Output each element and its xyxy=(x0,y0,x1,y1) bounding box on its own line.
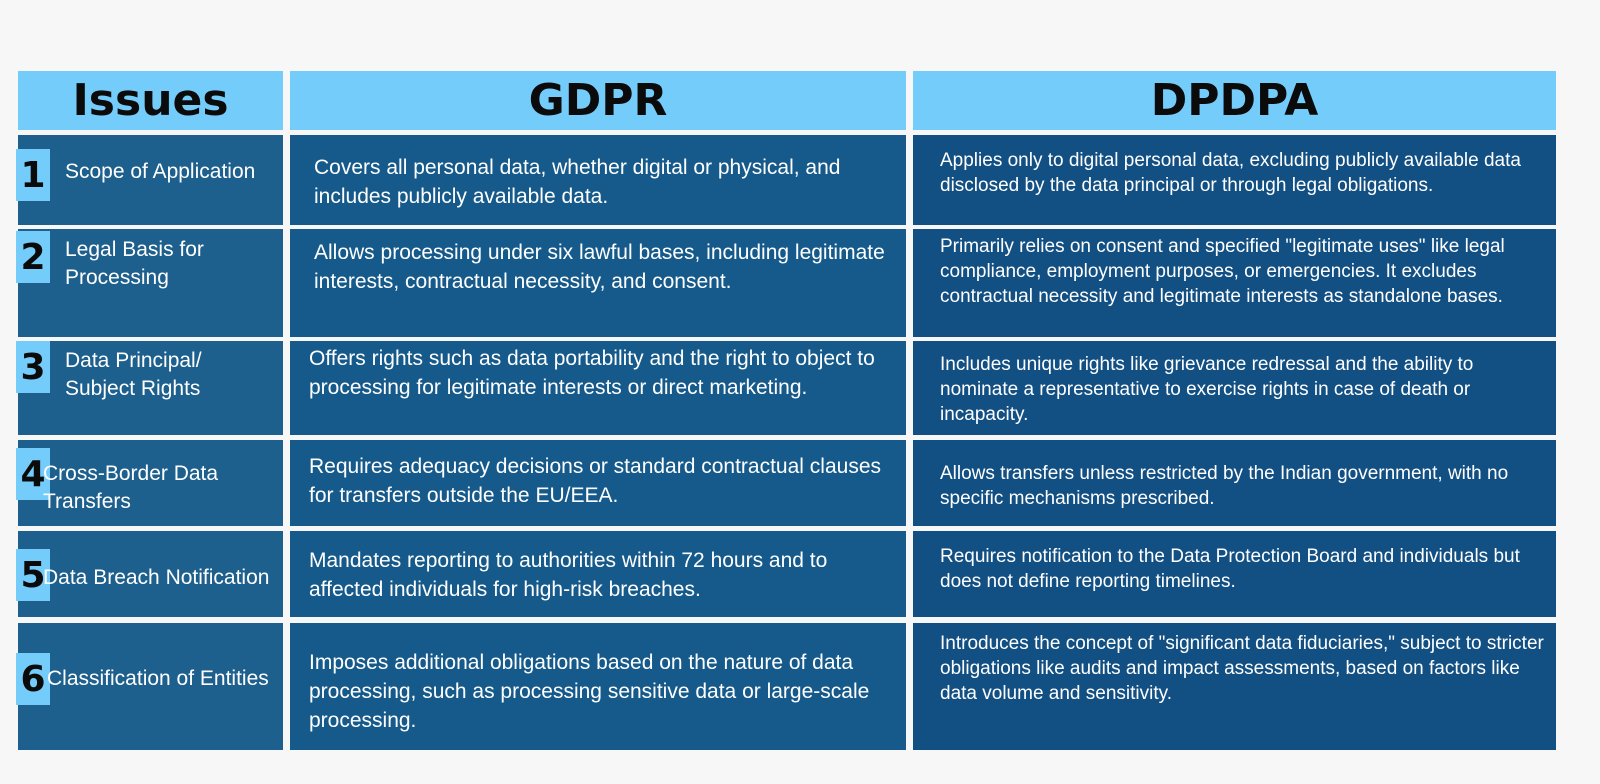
row-number-badge: 3 xyxy=(16,341,50,393)
gdpr-text: Covers all personal data, whether digital or physical, and includes publicly available data. xyxy=(314,156,841,208)
row-number-badge: 2 xyxy=(16,231,50,283)
issue-label: Legal Basis for Processing xyxy=(65,238,204,289)
dpdpa-cell xyxy=(913,341,1556,435)
issue-cell xyxy=(18,440,283,526)
gdpr-cell xyxy=(290,341,906,435)
header-dpdpa: DPDPA xyxy=(913,71,1556,130)
gdpr-cell xyxy=(290,229,906,337)
gdpr-cell xyxy=(290,135,906,225)
issue-label: Classification of Entities xyxy=(47,667,269,690)
issue-label: Cross-Border Data Transfers xyxy=(43,462,219,513)
row-number-badge: 6 xyxy=(16,653,50,705)
issue-label: Scope of Application xyxy=(65,160,256,183)
header-issues: Issues xyxy=(18,71,283,130)
dpdpa-text: Allows transfers unless restricted by the Indian government, with no specific mechanisms prescribed. xyxy=(940,463,1509,509)
dpdpa-text: Primarily relies on consent and specified "legitimate uses" like legal compliance, employment purposes, or emergencies. It excludes contractual necessity and legitimate interests as standalone bases. xyxy=(940,236,1505,307)
header-gdpr: GDPR xyxy=(290,71,906,130)
gdpr-text: Offers rights such as data portability and the right to object to processing for legitimate interests or direct marketing. xyxy=(309,347,875,399)
issue-cell xyxy=(18,135,283,225)
dpdpa-text: Introduces the concept of "significant data fiduciaries," subject to stricter obligations like audits and impact assessments, based on factors like data volume and sensitivity. xyxy=(940,633,1544,704)
dpdpa-cell xyxy=(913,135,1556,225)
row-number-badge: 4 xyxy=(16,448,50,500)
issue-cell xyxy=(18,623,283,750)
gdpr-text: Requires adequacy decisions or standard contractual clauses for transfers outside the EU/EEA. xyxy=(309,455,881,507)
issue-cell xyxy=(18,531,283,617)
dpdpa-text: Applies only to digital personal data, excluding publicly available data disclosed by the data principal or through legal obligations. xyxy=(940,150,1521,196)
dpdpa-text: Includes unique rights like grievance redressal and the ability to nominate a representative to exercise rights in case of death or incapacity. xyxy=(940,354,1474,425)
gdpr-text: Imposes additional obligations based on the nature of data processing, such as processing sensitive data or large-scale processing. xyxy=(309,651,870,732)
dpdpa-cell xyxy=(913,623,1556,750)
issue-label: Data Breach Notification xyxy=(43,566,270,589)
dpdpa-cell xyxy=(913,531,1556,617)
issue-label: Data Principal/ Subject Rights xyxy=(65,349,202,400)
row-number-badge: 5 xyxy=(16,549,50,601)
gdpr-cell xyxy=(290,623,906,750)
gdpr-text: Mandates reporting to authorities within 72 hours and to affected individuals for high-risk breaches. xyxy=(309,549,828,601)
dpdpa-cell xyxy=(913,440,1556,526)
dpdpa-text: Requires notification to the Data Protection Board and individuals but does not define reporting timelines. xyxy=(940,546,1520,592)
gdpr-cell xyxy=(290,440,906,526)
gdpr-text: Allows processing under six lawful bases, including legitimate interests, contractual necessity, and consent. xyxy=(314,241,885,293)
issue-cell xyxy=(18,341,283,435)
dpdpa-cell xyxy=(913,229,1556,337)
issue-cell xyxy=(18,229,283,337)
row-number-badge: 1 xyxy=(16,149,50,201)
gdpr-cell xyxy=(290,531,906,617)
